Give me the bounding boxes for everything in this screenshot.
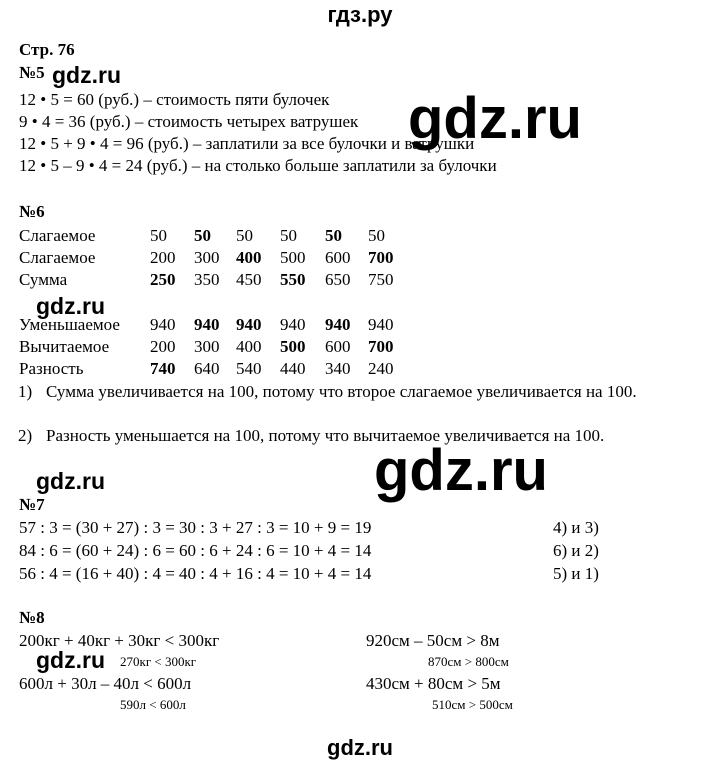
task5-line: 12 • 5 – 9 • 4 = 24 (руб.) – на столько больше заплатили за булочки xyxy=(19,156,497,175)
task6-cell: 540 xyxy=(236,359,262,378)
task6-cell: 600 xyxy=(325,337,351,356)
watermark: gdz.ru xyxy=(36,293,105,319)
task6-cell: 940 xyxy=(150,315,176,334)
task8-result: 270кг < 300кг xyxy=(120,654,197,669)
task6-cell: 250 xyxy=(150,270,176,289)
watermark: gdz.ru xyxy=(36,647,105,673)
task7-expression: 57 : 3 = (30 + 27) : 3 = 30 : 3 + 27 : 3 = 10 + 9 = 19 xyxy=(19,518,372,537)
task6-cell: 940 xyxy=(236,315,262,334)
task6-row-label: Слагаемое xyxy=(19,248,96,267)
task6-cell: 50 xyxy=(325,226,342,245)
task7-answer: 5) и 1) xyxy=(553,564,599,583)
task6-cell: 50 xyxy=(236,226,253,245)
task6-cell: 350 xyxy=(194,270,220,289)
task6-cell: 500 xyxy=(280,248,306,267)
task5-line: 9 • 4 = 36 (руб.) – стоимость четырех ватрушек xyxy=(19,112,359,131)
task6-cell: 940 xyxy=(194,315,220,334)
task8-result: 510см > 500см xyxy=(432,697,513,712)
task5-line: 12 • 5 + 9 • 4 = 96 (руб.) – заплатили за все булочки и ватрушки xyxy=(19,134,475,153)
task8-inequality: 920см – 50см > 8м xyxy=(366,631,500,650)
note-number: 2) xyxy=(18,426,33,445)
task6-row-label: Слагаемое xyxy=(19,226,96,245)
task7-expression: 84 : 6 = (60 + 24) : 6 = 60 : 6 + 24 : 6 = 10 + 4 = 14 xyxy=(19,541,372,560)
task6-cell: 940 xyxy=(368,315,394,334)
task6-heading: №6 xyxy=(19,202,45,221)
task8-inequality: 600л + 30л – 40л < 600л xyxy=(19,674,192,693)
task8-inequality: 200кг + 40кг + 30кг < 300кг xyxy=(19,631,220,650)
task6-row-label: Вычитаемое xyxy=(19,337,110,356)
task6-cell: 200 xyxy=(150,248,176,267)
task6-cell: 200 xyxy=(150,337,176,356)
task6-cell: 340 xyxy=(325,359,351,378)
task6-cell: 740 xyxy=(150,359,176,378)
task6-row-label: Сумма xyxy=(19,270,68,289)
note-text: Разность уменьшается на 100, потому что вычитаемое увеличивается на 100. xyxy=(46,426,605,445)
task6-note xyxy=(18,381,706,403)
task6-cell: 50 xyxy=(150,226,167,245)
task6-cell: 750 xyxy=(368,270,394,289)
site-header[interactable]: гдз.ру xyxy=(327,2,393,27)
task7-answer: 6) и 2) xyxy=(553,541,599,560)
task5-line: 12 • 5 = 60 (руб.) – стоимость пяти булочек xyxy=(19,90,330,109)
task6-cell: 700 xyxy=(368,248,394,267)
task8-heading: №8 xyxy=(19,608,45,627)
task6-row-label: Разность xyxy=(19,359,84,378)
task6-cell: 400 xyxy=(236,337,262,356)
task6-cell: 700 xyxy=(368,337,394,356)
task6-cell: 50 xyxy=(368,226,385,245)
task6-cell: 500 xyxy=(280,337,306,356)
watermark: gdz.ru xyxy=(408,86,582,151)
task8-inequality: 430см + 80см > 5м xyxy=(366,674,501,693)
site-footer[interactable]: gdz.ru xyxy=(327,735,393,760)
task6-cell: 940 xyxy=(325,315,351,334)
task5-heading: №5 xyxy=(19,63,45,82)
task7-heading: №7 xyxy=(19,495,45,514)
task6-cell: 650 xyxy=(325,270,351,289)
watermark: gdz.ru xyxy=(374,438,548,503)
task6-cell: 600 xyxy=(325,248,351,267)
task6-cell: 300 xyxy=(194,337,220,356)
task6-cell: 240 xyxy=(368,359,394,378)
task6-cell: 940 xyxy=(280,315,306,334)
task6-cell: 50 xyxy=(194,226,211,245)
task6-cell: 50 xyxy=(280,226,297,245)
task6-cell: 400 xyxy=(236,248,262,267)
note-number: 1) xyxy=(18,382,33,401)
task6-cell: 640 xyxy=(194,359,220,378)
task6-cell: 300 xyxy=(194,248,220,267)
task7-answer: 4) и 3) xyxy=(553,518,599,537)
task6-row-label: Уменьшаемое xyxy=(19,315,120,334)
task7-expression: 56 : 4 = (16 + 40) : 4 = 40 : 4 + 16 : 4 = 10 + 4 = 14 xyxy=(19,564,372,583)
task8-result: 590л < 600л xyxy=(120,697,186,712)
task6-cell: 450 xyxy=(236,270,262,289)
watermark: gdz.ru xyxy=(52,62,121,88)
task6-cell: 550 xyxy=(280,270,306,289)
page-title: Стр. 76 xyxy=(19,40,75,59)
task6-cell: 440 xyxy=(280,359,306,378)
task8-result: 870см > 800см xyxy=(428,654,509,669)
watermark: gdz.ru xyxy=(36,468,105,494)
note-text: Сумма увеличивается на 100, потому что второе слагаемое увеличивается на 100. xyxy=(46,382,637,401)
